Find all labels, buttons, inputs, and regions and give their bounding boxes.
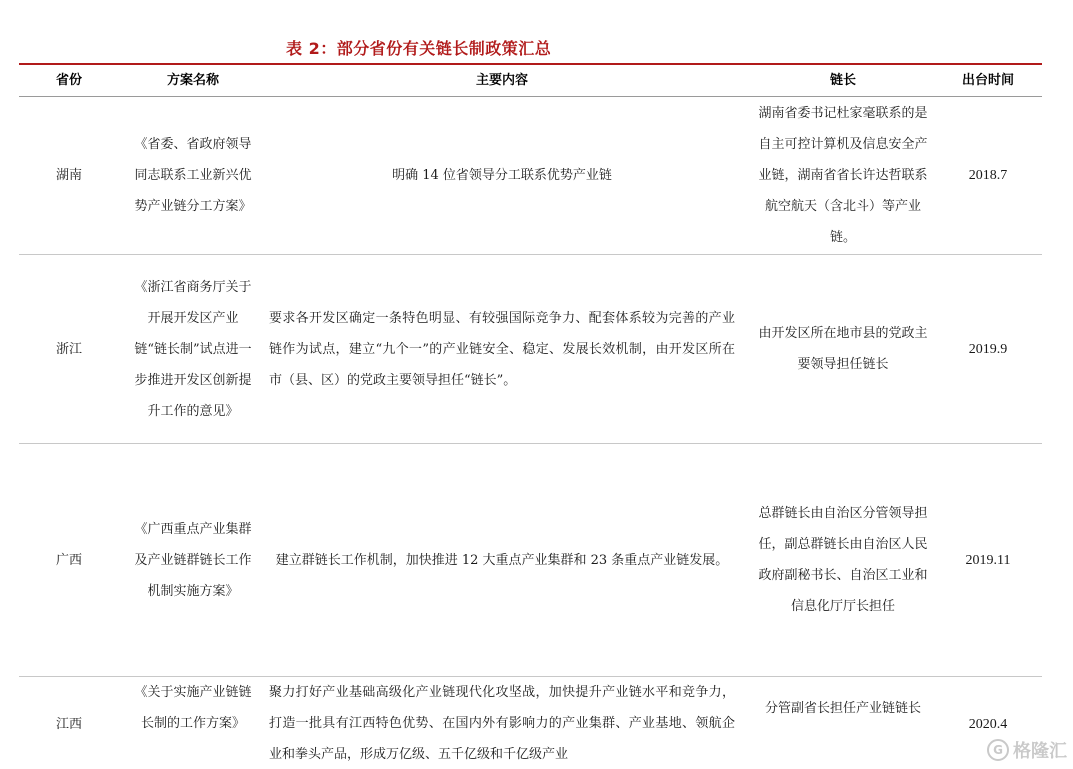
table-header [19,66,1042,96]
cell-chain-leader: 总群链长由自治区分管领导担任，副总群链长由自治区人民政府副秘书长、自治区工业和信息化厅厅长担任 [758,506,928,614]
watermark [987,737,1067,763]
cell-content: 要求各开发区确定一条特色明显、有较强国际竞争力、配套体系较为完善的产业链作为试点，建立“九个一”的产业链安全、稳定、发展长效机制，由开发区所在市（县、区）的党政主要领导担任“链长”。 [269,310,735,388]
cell-content: 建立群链长工作机制，加快推进 12 大重点产业集群和 23 条重点产业链发展。 [275,552,729,568]
cell-content: 明确 14 位省领导分工联系优势产业链 [392,168,612,183]
cell-date: 2019.11 [965,552,1011,568]
cell-name: 《关于实施产业链链长制的工作方案》 [134,685,252,731]
table-row [19,677,1042,769]
header-chain-leader: 链长 [829,73,856,88]
cell-content: 聚力打好产业基础高级化产业链现代化攻坚战，加快提升产业链水平和竞争力，打造一批具有江西特色优势、在国内外有影响力的产业集群、产业基地、领航企业和拳头产品，形成万亿级、五千亿级和千亿级产业 [269,685,735,762]
cell-date: 2020.4 [968,717,1008,732]
header-name: 方案名称 [166,73,219,88]
top-rule [19,63,1042,65]
table-row [19,255,1042,443]
header-date: 出台时间 [961,73,1014,88]
cell-name: 《省委、省政府领导同志联系工业新兴优势产业链分工方案》 [134,137,252,214]
cell-province: 广西 [55,552,82,568]
cell-chain-leader: 湖南省委书记杜家毫联系的是自主可控计算机及信息安全产业链，湖南省省长许达哲联系航空航天（含北斗）等产业链。 [758,106,928,245]
table-title: 表 2：部分省份有关链长制政策汇总 [286,39,552,58]
header-content: 主要内容 [475,73,528,88]
cell-name: 《广西重点产业集群及产业链群链长工作机制实施方案》 [134,521,252,599]
table-row [19,444,1042,676]
cell-name: 《浙江省商务厅关于开展开发区产业链“链长制”试点进一步推进开发区创新提升工作的意见》 [134,279,252,419]
cell-province: 江西 [55,717,82,732]
watermark-text: 格隆汇 [1013,741,1067,762]
cell-chain-leader: 分管副省长担任产业链链长 [764,701,921,716]
watermark-logo-icon: G [987,739,1009,761]
cell-province: 浙江 [55,341,82,357]
cell-date: 2019.9 [968,341,1008,357]
header-province: 省份 [55,73,82,88]
cell-chain-leader: 由开发区所在地市县的党政主要领导担任链长 [758,326,928,372]
cell-province: 湖南 [55,168,82,183]
table-row [19,97,1042,254]
cell-date: 2018.7 [968,168,1008,183]
